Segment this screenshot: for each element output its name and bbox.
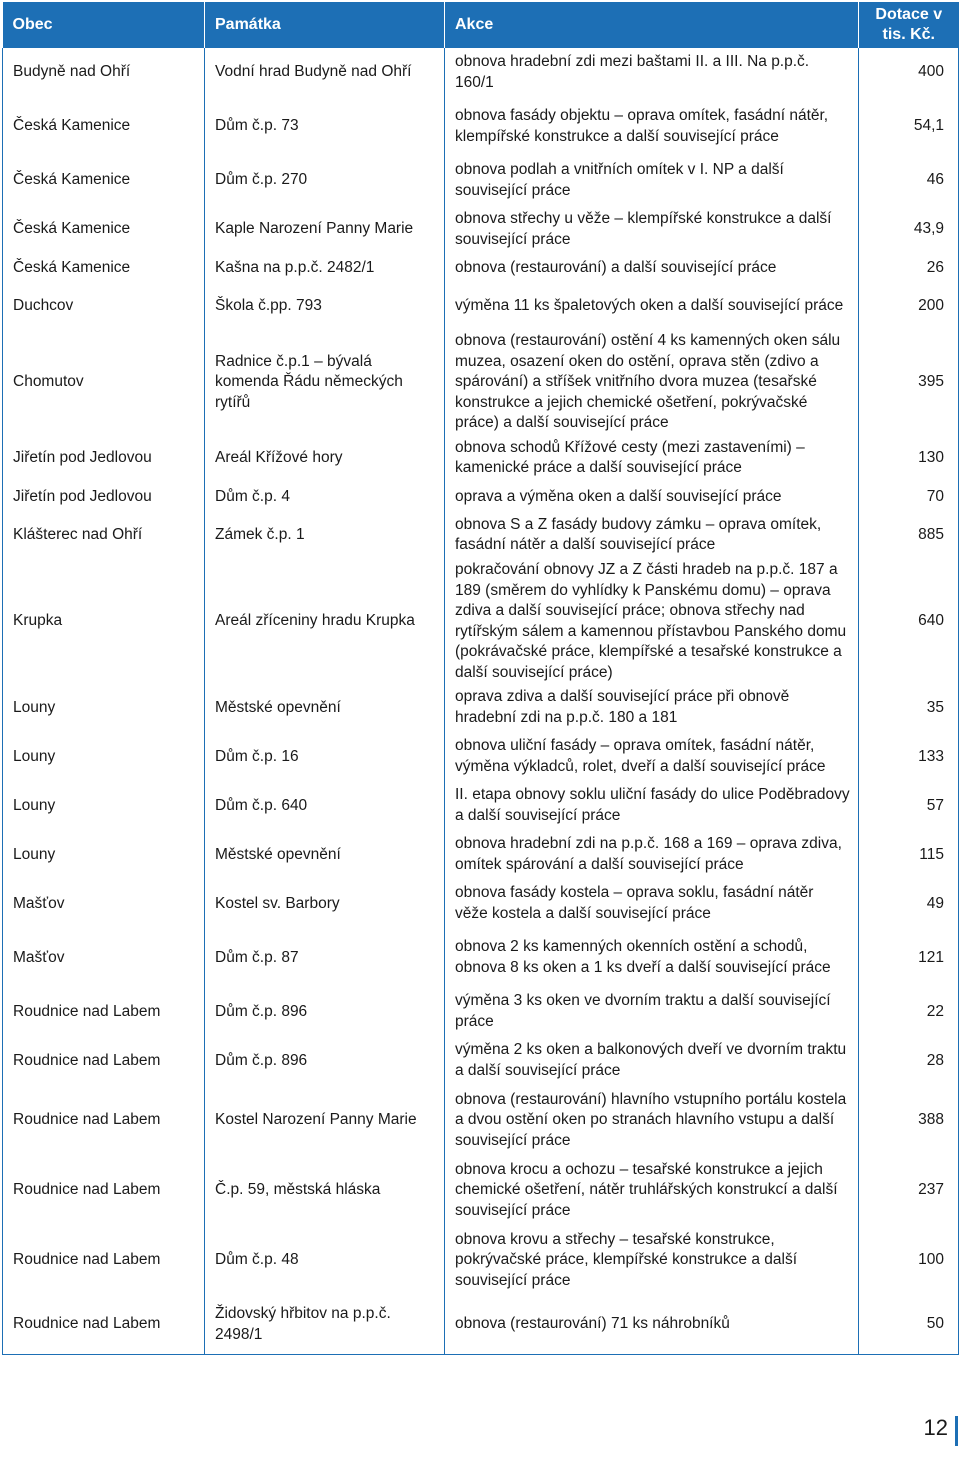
cell-dotace: 237 — [859, 1156, 959, 1226]
cell-pamatka: Dům č.p. 16 — [205, 733, 445, 782]
cell-akce: výměna 11 ks špaletových oken a další související práce — [445, 282, 859, 331]
table-row — [3, 1086, 959, 1156]
table-row — [3, 97, 959, 156]
cell-pamatka: Dům č.p. 896 — [205, 1037, 445, 1086]
cell-akce: obnova (restaurování) ostění 4 ks kamenných oken sálu muzea, osazení oken do ostění, oprava stěn (zdivo a spárování) a stříšek vnitřního dvora muzea (tesařské konstrukce a jejich chemické ošetření, pokrývačské práce) a další související práce — [445, 331, 859, 434]
cell-obec: Roudnice nad Labem — [3, 1037, 205, 1086]
header-pamatka: Památka — [205, 2, 445, 48]
cell-akce: obnova hradební zdi na p.p.č. 168 a 169 – oprava zdiva, omítek spárování a další související práce — [445, 831, 859, 880]
cell-dotace: 640 — [859, 560, 959, 684]
cell-akce: oprava zdiva a další související práce při obnově hradební zdi na p.p.č. 180 a 181 — [445, 684, 859, 733]
table-body — [3, 48, 959, 1355]
table-row — [3, 1156, 959, 1226]
cell-dotace: 50 — [859, 1296, 959, 1355]
cell-obec: Budyně nad Ohří — [3, 48, 205, 97]
cell-dotace: 400 — [859, 48, 959, 97]
cell-obec: Louny — [3, 831, 205, 880]
cell-dotace: 70 — [859, 483, 959, 511]
header-dotace: Dotace v tis. Kč. — [859, 2, 959, 48]
cell-obec: Klášterec nad Ohří — [3, 511, 205, 560]
cell-akce: obnova (restaurování) 71 ks náhrobníků — [445, 1296, 859, 1355]
cell-obec: Jiřetín pod Jedlovou — [3, 434, 205, 483]
cell-pamatka: Dům č.p. 73 — [205, 97, 445, 156]
header-row — [3, 2, 959, 48]
cell-pamatka: Městské opevnění — [205, 684, 445, 733]
table-row — [3, 684, 959, 733]
cell-obec: Duchcov — [3, 282, 205, 331]
cell-obec: Louny — [3, 782, 205, 831]
cell-pamatka: Kostel Narození Panny Marie — [205, 1086, 445, 1156]
cell-dotace: 133 — [859, 733, 959, 782]
cell-akce: výměna 3 ks oken ve dvorním traktu a další související práce — [445, 988, 859, 1037]
cell-pamatka: Zámek č.p. 1 — [205, 511, 445, 560]
cell-dotace: 26 — [859, 254, 959, 282]
cell-dotace: 100 — [859, 1226, 959, 1296]
cell-dotace: 49 — [859, 880, 959, 929]
cell-obec: Louny — [3, 733, 205, 782]
cell-dotace: 200 — [859, 282, 959, 331]
cell-obec: Krupka — [3, 560, 205, 684]
page-number: 12 — [923, 1415, 948, 1440]
cell-pamatka: Areál zříceniny hradu Krupka — [205, 560, 445, 684]
cell-dotace: 54,1 — [859, 97, 959, 156]
cell-obec: Mašťov — [3, 929, 205, 988]
cell-pamatka: Dům č.p. 4 — [205, 483, 445, 511]
header-akce: Akce — [445, 2, 859, 48]
table-row — [3, 880, 959, 929]
cell-pamatka: Vodní hrad Budyně nad Ohří — [205, 48, 445, 97]
table-row — [3, 254, 959, 282]
table-row — [3, 831, 959, 880]
cell-dotace: 130 — [859, 434, 959, 483]
cell-obec: Česká Kamenice — [3, 156, 205, 205]
cell-dotace: 35 — [859, 684, 959, 733]
table-row — [3, 733, 959, 782]
table-row — [3, 560, 959, 684]
cell-pamatka: Škola č.pp. 793 — [205, 282, 445, 331]
cell-akce: obnova fasády objektu – oprava omítek, fasádní nátěr, klempířské konstrukce a další související práce — [445, 97, 859, 156]
cell-pamatka: Kostel sv. Barbory — [205, 880, 445, 929]
cell-pamatka: Č.p. 59, městská hláska — [205, 1156, 445, 1226]
header-obec: Obec — [3, 2, 205, 48]
cell-pamatka: Kaple Narození Panny Marie — [205, 205, 445, 254]
table-row — [3, 434, 959, 483]
cell-dotace: 395 — [859, 331, 959, 434]
cell-dotace: 43,9 — [859, 205, 959, 254]
cell-obec: Roudnice nad Labem — [3, 1156, 205, 1226]
table-row — [3, 1037, 959, 1086]
cell-akce: obnova (restaurování) a další související práce — [445, 254, 859, 282]
page-number-bar — [955, 1416, 958, 1446]
cell-akce: oprava a výměna oken a další související práce — [445, 483, 859, 511]
table-row — [3, 331, 959, 434]
cell-obec: Chomutov — [3, 331, 205, 434]
cell-obec: Česká Kamenice — [3, 254, 205, 282]
cell-akce: obnova krocu a ochozu – tesařské konstrukce a jejich chemické ošetření, nátěr truhlářských konstrukcí a další související práce — [445, 1156, 859, 1226]
cell-obec: Roudnice nad Labem — [3, 1086, 205, 1156]
cell-dotace: 22 — [859, 988, 959, 1037]
table-row — [3, 1296, 959, 1355]
cell-pamatka: Dům č.p. 270 — [205, 156, 445, 205]
cell-pamatka: Dům č.p. 48 — [205, 1226, 445, 1296]
cell-dotace: 28 — [859, 1037, 959, 1086]
cell-akce: obnova fasády kostela – oprava soklu, fasádní nátěr věže kostela a další související práce — [445, 880, 859, 929]
cell-obec: Česká Kamenice — [3, 97, 205, 156]
table-row — [3, 205, 959, 254]
cell-akce: pokračování obnovy JZ a Z části hradeb na p.p.č. 187 a 189 (směrem do vyhlídky k Panskému domu) – oprava zdiva a další související práce; obnova střechy nad rytířským sálem a kamennou přístavbou Panského domu (pokrávačské práce, klempířské a tesařské konstrukce a další související práce) — [445, 560, 859, 684]
cell-pamatka: Židovský hřbitov na p.p.č. 2498/1 — [205, 1296, 445, 1355]
table-row — [3, 988, 959, 1037]
table-row — [3, 929, 959, 988]
cell-pamatka: Kašna na p.p.č. 2482/1 — [205, 254, 445, 282]
cell-obec: Česká Kamenice — [3, 205, 205, 254]
cell-akce: obnova krovu a střechy – tesařské konstrukce, pokrývačské práce, klempířské konstrukce a další související práce — [445, 1226, 859, 1296]
cell-obec: Roudnice nad Labem — [3, 1296, 205, 1355]
table-row — [3, 511, 959, 560]
grant-table — [2, 2, 959, 1355]
table-row — [3, 483, 959, 511]
cell-dotace: 57 — [859, 782, 959, 831]
cell-akce: obnova střechy u věže – klempířské konstrukce a další související práce — [445, 205, 859, 254]
cell-pamatka: Dům č.p. 640 — [205, 782, 445, 831]
cell-pamatka: Dům č.p. 87 — [205, 929, 445, 988]
cell-dotace: 115 — [859, 831, 959, 880]
table-row — [3, 48, 959, 97]
cell-akce: obnova podlah a vnitřních omítek v I. NP a další související práce — [445, 156, 859, 205]
cell-pamatka: Dům č.p. 896 — [205, 988, 445, 1037]
cell-akce: obnova hradební zdi mezi baštami II. a III. Na p.p.č. 160/1 — [445, 48, 859, 97]
cell-obec: Roudnice nad Labem — [3, 988, 205, 1037]
cell-dotace: 388 — [859, 1086, 959, 1156]
table-row — [3, 1226, 959, 1296]
cell-dotace: 885 — [859, 511, 959, 560]
table-row — [3, 782, 959, 831]
cell-dotace: 121 — [859, 929, 959, 988]
cell-akce: obnova schodů Křížové cesty (mezi zastaveními) – kamenické práce a další související práce — [445, 434, 859, 483]
cell-akce: obnova (restaurování) hlavního vstupního portálu kostela a dvou ostění oken po stranách hlavního vstupu a další související práce — [445, 1086, 859, 1156]
cell-akce: výměna 2 ks oken a balkonových dveří ve dvorním traktu a další související práce — [445, 1037, 859, 1086]
cell-obec: Jiřetín pod Jedlovou — [3, 483, 205, 511]
cell-obec: Mašťov — [3, 880, 205, 929]
cell-dotace: 46 — [859, 156, 959, 205]
cell-akce: II. etapa obnovy soklu uliční fasády do ulice Poděbradovy a další související práce — [445, 782, 859, 831]
cell-akce: obnova S a Z fasády budovy zámku – oprava omítek, fasádní nátěr a další související práce — [445, 511, 859, 560]
cell-pamatka: Radnice č.p.1 – bývalá komenda Řádu německých rytířů — [205, 331, 445, 434]
cell-akce: obnova 2 ks kamenných okenních ostění a schodů, obnova 8 ks oken a 1 ks dveří a další související práce — [445, 929, 859, 988]
cell-akce: obnova uliční fasády – oprava omítek, fasádní nátěr, výměna výkladců, rolet, dveří a další související práce — [445, 733, 859, 782]
cell-pamatka: Areál Křížové hory — [205, 434, 445, 483]
table-header — [3, 2, 959, 48]
cell-obec: Roudnice nad Labem — [3, 1226, 205, 1296]
table-row — [3, 282, 959, 331]
table-row — [3, 156, 959, 205]
cell-obec: Louny — [3, 684, 205, 733]
cell-pamatka: Městské opevnění — [205, 831, 445, 880]
